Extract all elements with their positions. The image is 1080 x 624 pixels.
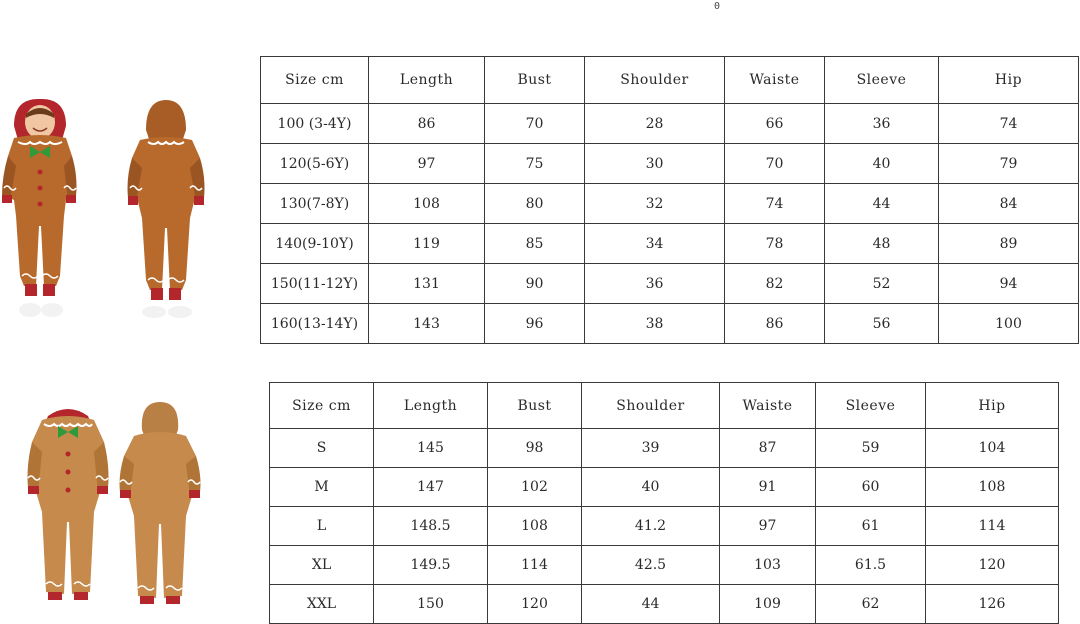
- cell-sleeve: 60: [816, 468, 926, 507]
- header-bust: Bust: [488, 383, 582, 429]
- header-waist: Waiste: [725, 57, 825, 104]
- header-length: Length: [369, 57, 485, 104]
- cell-shoulder: 40: [582, 468, 720, 507]
- cell-shoulder: 39: [582, 429, 720, 468]
- cell-length: 97: [369, 144, 485, 184]
- cell-size: XXL: [270, 585, 374, 624]
- cell-waist: 66: [725, 104, 825, 144]
- cell-waist: 103: [720, 546, 816, 585]
- cell-size: 130(7-8Y): [261, 184, 369, 224]
- cell-bust: 102: [488, 468, 582, 507]
- cell-bust: 98: [488, 429, 582, 468]
- cell-sleeve: 61: [816, 507, 926, 546]
- cell-hip: 126: [926, 585, 1059, 624]
- cell-length: 143: [369, 304, 485, 344]
- cell-shoulder: 38: [585, 304, 725, 344]
- cell-bust: 85: [485, 224, 585, 264]
- cell-hip: 120: [926, 546, 1059, 585]
- cell-sleeve: 44: [825, 184, 939, 224]
- cell-hip: 104: [926, 429, 1059, 468]
- cell-shoulder: 41.2: [582, 507, 720, 546]
- header-length: Length: [374, 383, 488, 429]
- cell-waist: 82: [725, 264, 825, 304]
- cell-sleeve: 56: [825, 304, 939, 344]
- table-row: [261, 304, 1079, 344]
- cell-shoulder: 36: [585, 264, 725, 304]
- table-row: [270, 468, 1059, 507]
- table-row: [270, 546, 1059, 585]
- cell-bust: 96: [485, 304, 585, 344]
- cell-sleeve: 61.5: [816, 546, 926, 585]
- cell-shoulder: 28: [585, 104, 725, 144]
- header-sleeve: Sleeve: [825, 57, 939, 104]
- cell-size: 100 (3-4Y): [261, 104, 369, 144]
- table-row: [270, 429, 1059, 468]
- header-hip: Hip: [939, 57, 1079, 104]
- cell-shoulder: 42.5: [582, 546, 720, 585]
- header-sleeve: Sleeve: [816, 383, 926, 429]
- cell-bust: 108: [488, 507, 582, 546]
- table-row: [261, 264, 1079, 304]
- header-hip: Hip: [926, 383, 1059, 429]
- cell-sleeve: 36: [825, 104, 939, 144]
- adult-onesie-back-photo: [116, 400, 204, 610]
- cell-shoulder: 34: [585, 224, 725, 264]
- cell-length: 149.5: [374, 546, 488, 585]
- cell-hip: 84: [939, 184, 1079, 224]
- kids-size-chart-table: [260, 56, 1079, 344]
- cell-length: 147: [374, 468, 488, 507]
- table-row: [261, 144, 1079, 184]
- table-row: [270, 585, 1059, 624]
- table-row: [270, 507, 1059, 546]
- cell-shoulder: 32: [585, 184, 725, 224]
- cell-waist: 109: [720, 585, 816, 624]
- table-header-row: [261, 57, 1079, 104]
- cell-size: 120(5-6Y): [261, 144, 369, 184]
- adult-size-chart-table: [269, 382, 1059, 624]
- header-bust: Bust: [485, 57, 585, 104]
- cell-sleeve: 59: [816, 429, 926, 468]
- cell-size: 150(11-12Y): [261, 264, 369, 304]
- cell-sleeve: 48: [825, 224, 939, 264]
- cell-length: 108: [369, 184, 485, 224]
- cell-hip: 100: [939, 304, 1079, 344]
- cell-size: XL: [270, 546, 374, 585]
- cell-length: 119: [369, 224, 485, 264]
- cell-length: 86: [369, 104, 485, 144]
- cell-hip: 94: [939, 264, 1079, 304]
- cell-waist: 87: [720, 429, 816, 468]
- table-row: [261, 184, 1079, 224]
- table-row: [261, 224, 1079, 264]
- cell-sleeve: 52: [825, 264, 939, 304]
- adult-onesie-front-photo: [22, 402, 114, 610]
- cell-sleeve: 62: [816, 585, 926, 624]
- cell-waist: 97: [720, 507, 816, 546]
- cell-sleeve: 40: [825, 144, 939, 184]
- header-size: Size cm: [270, 383, 374, 429]
- table-row: [261, 104, 1079, 144]
- kid-onesie-back-photo: [124, 96, 208, 324]
- corner-mark: 0: [714, 1, 721, 12]
- cell-shoulder: 30: [585, 144, 725, 184]
- cell-size: S: [270, 429, 374, 468]
- cell-length: 150: [374, 585, 488, 624]
- cell-waist: 91: [720, 468, 816, 507]
- cell-bust: 70: [485, 104, 585, 144]
- kid-onesie-front-photo: [0, 96, 80, 324]
- cell-waist: 74: [725, 184, 825, 224]
- cell-size: 140(9-10Y): [261, 224, 369, 264]
- cell-hip: 89: [939, 224, 1079, 264]
- cell-size: L: [270, 507, 374, 546]
- cell-waist: 78: [725, 224, 825, 264]
- cell-hip: 74: [939, 104, 1079, 144]
- cell-hip: 79: [939, 144, 1079, 184]
- cell-bust: 114: [488, 546, 582, 585]
- header-size: Size cm: [261, 57, 369, 104]
- cell-waist: 86: [725, 304, 825, 344]
- header-shoulder: Shoulder: [585, 57, 725, 104]
- header-shoulder: Shoulder: [582, 383, 720, 429]
- cell-size: M: [270, 468, 374, 507]
- cell-length: 148.5: [374, 507, 488, 546]
- cell-hip: 108: [926, 468, 1059, 507]
- cell-hip: 114: [926, 507, 1059, 546]
- header-waist: Waiste: [720, 383, 816, 429]
- cell-bust: 90: [485, 264, 585, 304]
- cell-length: 145: [374, 429, 488, 468]
- cell-bust: 80: [485, 184, 585, 224]
- table-header-row: [270, 383, 1059, 429]
- cell-shoulder: 44: [582, 585, 720, 624]
- cell-waist: 70: [725, 144, 825, 184]
- cell-bust: 120: [488, 585, 582, 624]
- cell-length: 131: [369, 264, 485, 304]
- cell-size: 160(13-14Y): [261, 304, 369, 344]
- cell-bust: 75: [485, 144, 585, 184]
